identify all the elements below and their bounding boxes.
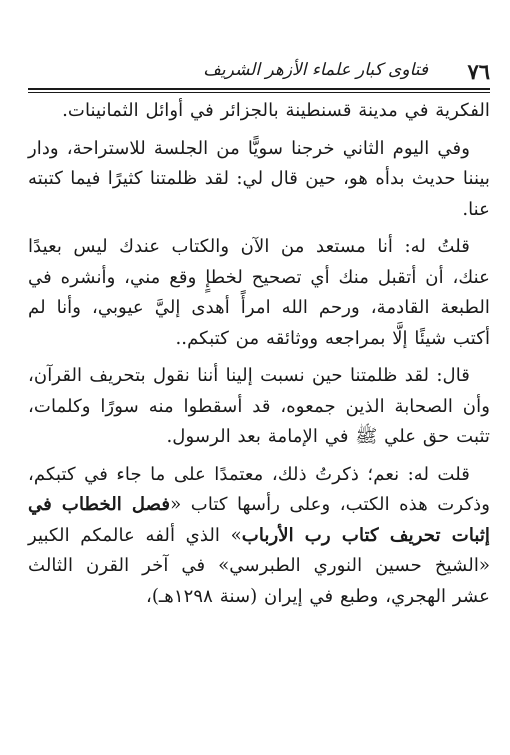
book-title: فصل الخطاب في إثبات تحريف كتاب رب الأرباب [28,494,490,546]
paragraph [28,460,490,613]
paragraph-continuation: الفكرية في مدينة قسنطينة بالجزائر في أوائل الثمانينات. [62,100,490,121]
running-title: فتاوى كبار علماء الأزهر الشريف [203,60,428,80]
paragraph: قلتُ له: أنا مستعد من الآن والكتاب عندك ليس بعيدًا عنك، أن أتقبل منك أي تصحيح لخطإٍ وقع مني، وأنشره في الطبعة القادمة، ورحم الله امرأً أهدى إليَّ عيوبي، وأنا لم أكتب شيئًا إلَّا بمراجعه ووثائقه من كتبكم.. [28,236,490,349]
paragraph-text-before-title: قلت له: نعم؛ ذكرتُ ذلك، معتمدًا على ما جاء في كتبكم، وذكرت هذه الكتب، وعلى رأسها كتاب « [28,463,490,515]
header-rule-thin [28,92,490,93]
paragraph: قال: لقد ظلمتنا حين نسبت إلينا أننا نقول بتحريف القرآن، وأن الصحابة الذين جمعوه، قد أسقطوا منه سورًا وكلمات، تثبت حق علي ﷺ في الإمامة بعد الرسول. [28,365,490,447]
body-text [28,96,490,619]
page-number: ٧٦ [467,59,490,84]
paragraph-text-after-title: » الذي ألفه عالمكم الكبير «الشيخ حسين النوري الطبرسي» في آخر القرن الثالث عشر الهجري، وطبع في إيران (سنة ١٢٩٨هـ)، [28,524,490,607]
paragraph: وفي اليوم الثاني خرجنا سويًّا من الجلسة للاستراحة، ودار بيننا حديث بدأه هو، حين قال لي: لقد ظلمتنا كثيرًا فيما كتبته عنا. [28,137,490,220]
header-rule [28,88,490,90]
page-header [28,58,490,88]
